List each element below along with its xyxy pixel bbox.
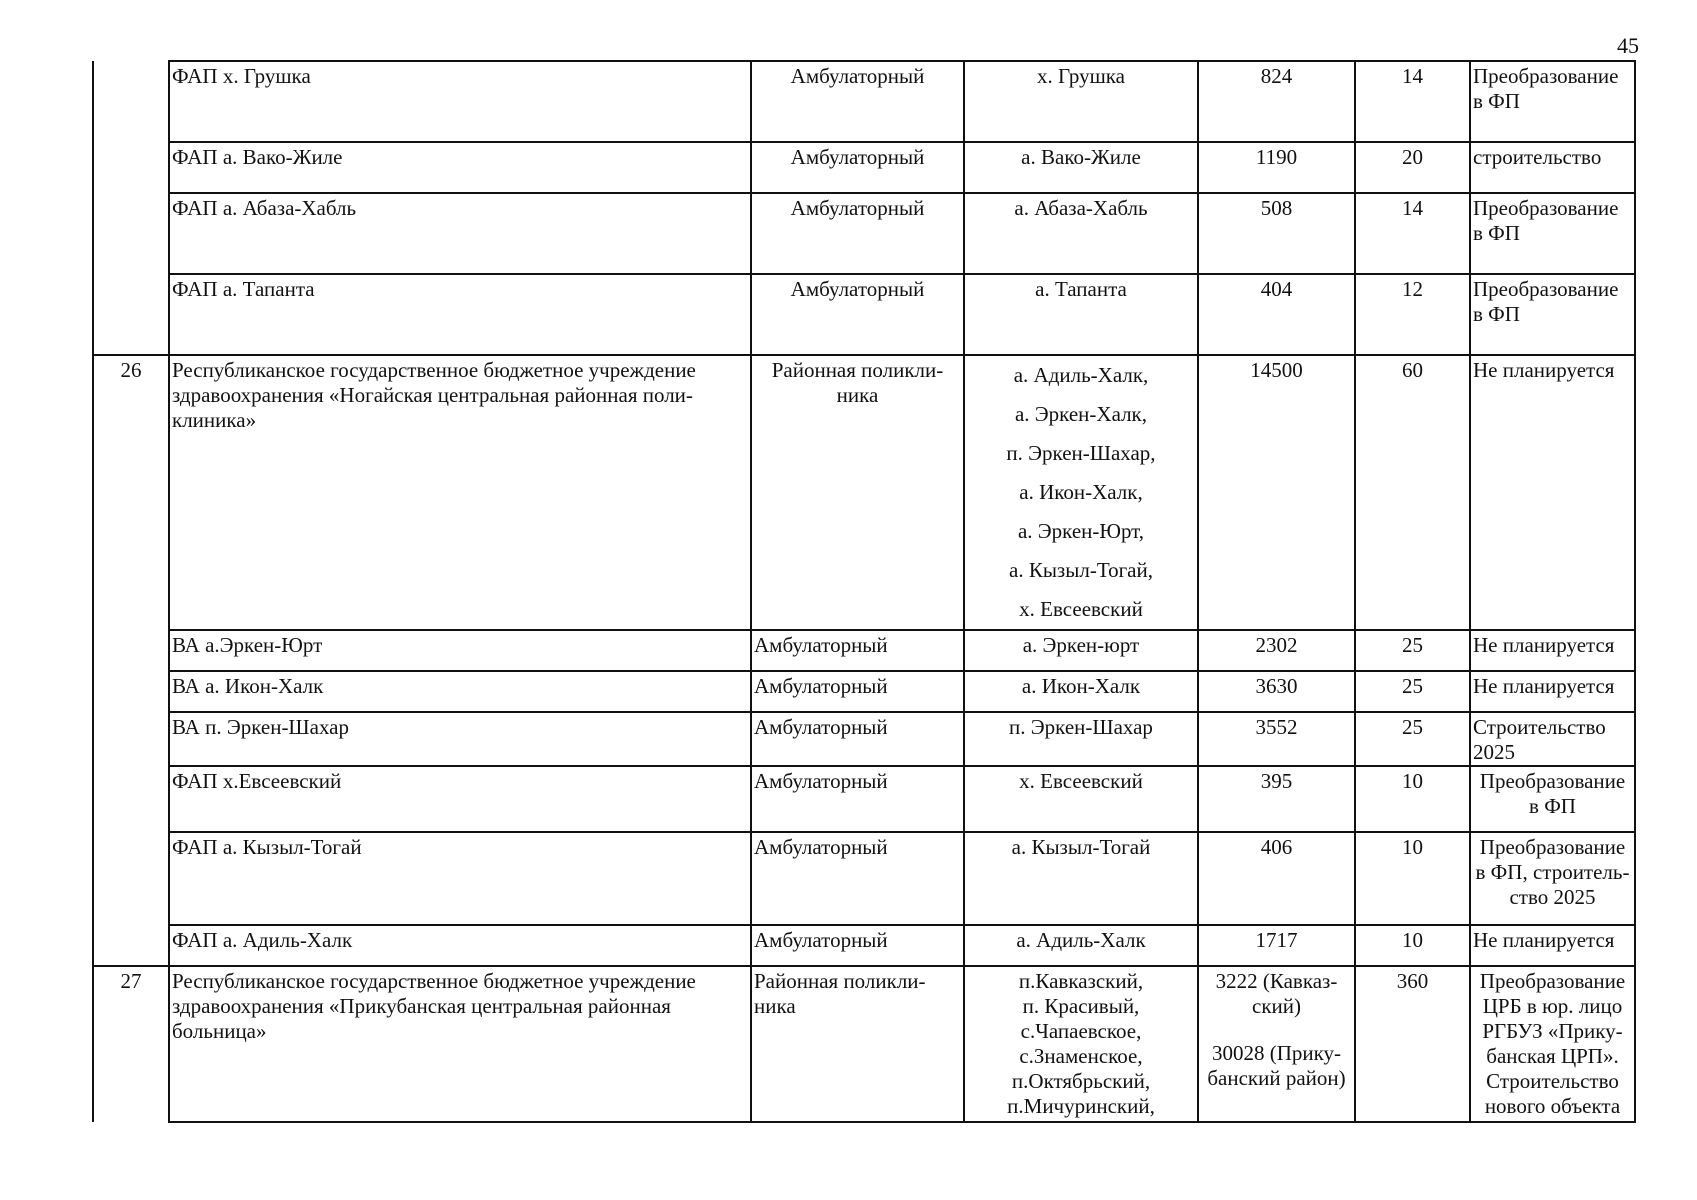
table-row [93, 966, 1635, 1122]
location-line: а. Вако-Жиле [1021, 145, 1141, 169]
row-number [93, 193, 169, 274]
population [1198, 766, 1355, 832]
location-line: с.Знаменское, [1019, 1044, 1143, 1068]
table-row [93, 766, 1635, 832]
facility-name: ФАП а. Адиль-Халк [169, 925, 751, 966]
location-line: п.Октябрьский, [1011, 1069, 1151, 1093]
facility-type: Амбулаторный [751, 142, 964, 193]
plan: Не планируется [1470, 925, 1635, 966]
population-value: 824 [1260, 64, 1293, 88]
population [1198, 61, 1355, 142]
population-value: 3222 (Кавказ-ский) [1215, 969, 1338, 1018]
facility-name: ФАП а. Абаза-Хабль [169, 193, 751, 274]
plan: Преобразование в ФП [1470, 274, 1635, 355]
location-line: п.Мичуринский, [1007, 1094, 1155, 1118]
table-row [93, 61, 1635, 142]
row-number: 26 [93, 355, 169, 630]
facility-type: Амбулаторный [751, 925, 964, 966]
capacity: 60 [1355, 355, 1470, 630]
population [1198, 193, 1355, 274]
location-line: п. Эркен-Шахар, [1006, 441, 1156, 465]
location-line: а. Эркен-Халк, [1014, 402, 1148, 426]
facility-name: ВА п. Эркен-Шахар [169, 712, 751, 766]
population-spacer [1201, 1019, 1352, 1041]
plan: Преобразование в ФП [1470, 766, 1635, 832]
location-line: с.Чапаевское, [1020, 1019, 1142, 1043]
population-value: 1190 [1255, 145, 1298, 169]
location-line: х. Грушка [1037, 64, 1125, 88]
facility-location [964, 193, 1198, 274]
facility-location [964, 61, 1198, 142]
page-number: 45 [1617, 33, 1639, 58]
population-value: 395 [1260, 769, 1293, 793]
table-row [93, 832, 1635, 925]
population [1198, 355, 1355, 630]
population-value: 404 [1260, 277, 1293, 301]
facility-location [964, 355, 1198, 630]
capacity: 10 [1355, 925, 1470, 966]
location-line: х. Евсеевский [1019, 769, 1143, 793]
population [1198, 712, 1355, 766]
facility-name: ФАП а. Тапанта [169, 274, 751, 355]
capacity: 10 [1355, 832, 1470, 925]
row-number [93, 832, 169, 925]
capacity: 360 [1355, 966, 1470, 1122]
location-line: х. Евсеевский [1019, 597, 1143, 621]
facility-name: ВА а.Эркен-Юрт [169, 630, 751, 671]
row-number [93, 630, 169, 671]
facility-name: ФАП х. Грушка [169, 61, 751, 142]
population [1198, 925, 1355, 966]
table-row [93, 925, 1635, 966]
plan: Не планируется [1470, 355, 1635, 630]
plan: строительство [1470, 142, 1635, 193]
row-number [93, 766, 169, 832]
facility-type: Амбулаторный [751, 766, 964, 832]
table-row [93, 355, 1635, 630]
population [1198, 832, 1355, 925]
facility-type: Амбулаторный [751, 630, 964, 671]
facilities-table [92, 60, 1636, 1123]
population [1198, 671, 1355, 712]
facility-name: ВА а. Икон-Халк [169, 671, 751, 712]
facility-type: Амбулаторный [751, 61, 964, 142]
facility-type: Районная поликли-ника [751, 355, 964, 630]
location-line: а. Адиль-Халк, [1013, 363, 1149, 387]
row-number [93, 274, 169, 355]
capacity: 14 [1355, 61, 1470, 142]
population-value: 508 [1260, 196, 1293, 220]
facility-location [964, 274, 1198, 355]
capacity: 10 [1355, 766, 1470, 832]
capacity: 25 [1355, 712, 1470, 766]
location-line: а. Адиль-Халк [1016, 928, 1146, 952]
population [1198, 966, 1355, 1122]
population-value: 3630 [1255, 674, 1298, 698]
plan: Строительство 2025 [1470, 712, 1635, 766]
location-line: п. Красивый, [1022, 994, 1140, 1018]
facility-location [964, 671, 1198, 712]
facility-type: Амбулаторный [751, 671, 964, 712]
location-line: а. Икон-Халк, [1019, 480, 1143, 504]
facility-name: Республиканское государственное бюджетное учреждение здравоохранения «Ногайская центральная районная поли-клиника» [169, 355, 751, 630]
capacity: 14 [1355, 193, 1470, 274]
facility-name: ФАП а. Вако-Жиле [169, 142, 751, 193]
plan: Преобразование ЦРБ в юр. лицо РГБУЗ «Прику-банская ЦРП». Строительство нового объекта [1470, 966, 1635, 1122]
population-value: 1717 [1255, 928, 1298, 952]
location-line: п.Кавказский, [1018, 969, 1144, 993]
facility-type: Амбулаторный [751, 274, 964, 355]
row-number [93, 925, 169, 966]
table-row [93, 671, 1635, 712]
capacity: 20 [1355, 142, 1470, 193]
location-line: а. Эркен-Юрт, [1017, 519, 1145, 543]
facility-location [964, 712, 1198, 766]
location-line: а. Кызыл-Тогай [1011, 835, 1151, 859]
capacity: 12 [1355, 274, 1470, 355]
facility-type: Амбулаторный [751, 193, 964, 274]
facility-location [964, 142, 1198, 193]
capacity: 25 [1355, 630, 1470, 671]
facility-name: ФАП а. Кызыл-Тогай [169, 832, 751, 925]
facility-location [964, 630, 1198, 671]
facility-name: ФАП х.Евсеевский [169, 766, 751, 832]
facility-name: Республиканское государственное бюджетное учреждение здравоохранения «Прикубанская центральная районная больница» [169, 966, 751, 1122]
population [1198, 630, 1355, 671]
location-line: а. Кызыл-Тогай, [1009, 558, 1153, 582]
population [1198, 142, 1355, 193]
table-row [93, 142, 1635, 193]
location-line: а. Икон-Халк [1021, 674, 1141, 698]
population-value: 14500 [1250, 358, 1303, 382]
facility-type: Амбулаторный [751, 832, 964, 925]
row-number: 27 [93, 966, 169, 1122]
location-line: а. Эркен-юрт [1022, 633, 1140, 657]
population-value: 3552 [1255, 715, 1298, 739]
table-row [93, 274, 1635, 355]
facility-location [964, 966, 1198, 1122]
row-number [93, 61, 169, 142]
table-row [93, 712, 1635, 766]
plan: Преобразование в ФП, строитель-ство 2025 [1470, 832, 1635, 925]
row-number [93, 671, 169, 712]
population-value: 30028 (Прику-банский район) [1207, 1041, 1346, 1090]
plan: Не планируется [1470, 630, 1635, 671]
capacity: 25 [1355, 671, 1470, 712]
row-number [93, 712, 169, 766]
population-value: 2302 [1255, 633, 1298, 657]
plan: Преобразование в ФП [1470, 61, 1635, 142]
location-line: а. Абаза-Хабль [1014, 196, 1148, 220]
population [1198, 274, 1355, 355]
location-line: п. Эркен-Шахар [1009, 715, 1153, 739]
facility-type: Районная поликли-ника [751, 966, 964, 1122]
location-line: а. Тапанта [1035, 277, 1127, 301]
table-row [93, 193, 1635, 274]
row-number [93, 142, 169, 193]
facility-location [964, 766, 1198, 832]
facility-location [964, 925, 1198, 966]
table-row [93, 630, 1635, 671]
plan: Не планируется [1470, 671, 1635, 712]
population-value: 406 [1260, 835, 1293, 859]
facility-type: Амбулаторный [751, 712, 964, 766]
plan: Преобразование в ФП [1470, 193, 1635, 274]
facility-location [964, 832, 1198, 925]
